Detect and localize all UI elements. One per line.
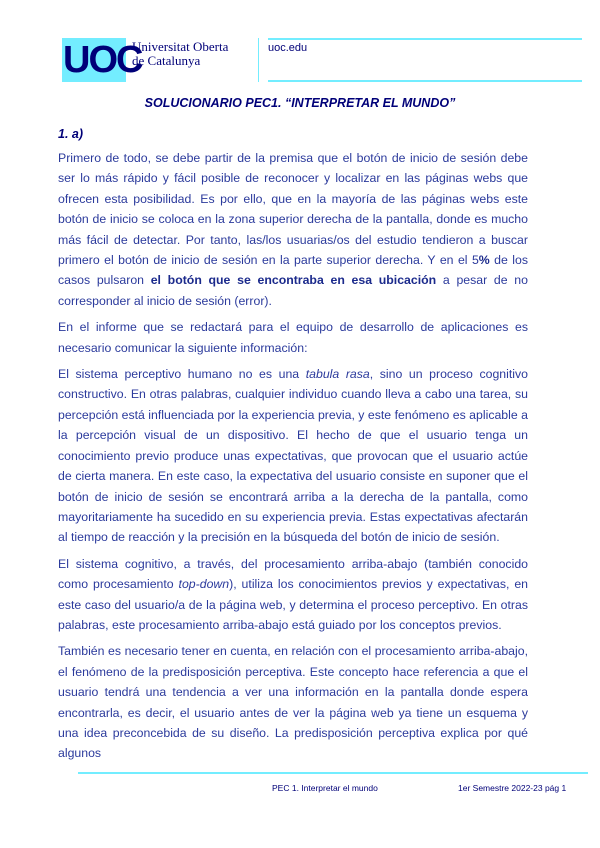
- paragraph-4: [58, 554, 528, 636]
- paragraph-4-italic: top-down: [178, 577, 230, 592]
- footer-page-info: 1er Semestre 2022-23 pág 1: [458, 783, 567, 793]
- page-header: [62, 36, 582, 84]
- university-name-line2: de Catalunya: [132, 53, 201, 68]
- paragraph-3-italic: tabula rasa: [305, 367, 370, 382]
- paragraph-2: En el informe que se redactará para el equipo de desarrollo de aplicaciones es necesario comunicar la siguiente información:: [58, 320, 528, 355]
- paragraph-1-emphasis: el botón que se encontraba en esa ubicación: [150, 273, 437, 288]
- paragraph-1: [58, 148, 528, 311]
- paragraph-3: [58, 364, 528, 548]
- header-rule-bottom: [268, 80, 582, 82]
- paragraph-3-end: , sino un proceso cognitivo constructivo. En otras palabras, cualquier individuo cuando lleva a cabo una tarea, su percepción está influenciada por la experiencia previa, y este fenómeno es aplicable a la percepción visual de un dispositivo. El hecho de que el usuario tenga un conocimiento previo produce unas expectativas, que provocan que el usuario actúe de cierta manera. En este caso, la expectativa del usuario consiste en suponer que el botón de inicio de sesión se encontrará arriba a la derecha de la pantalla, como mayoritariamente ha sucedido en su experiencia previa. Estas expectativas afectarán al tiempo de reacción y la precisión en la búsqueda del botón de inicio de sesión.: [58, 367, 529, 545]
- university-name: [132, 40, 228, 68]
- paragraph-5: También es necesario tener en cuenta, en relación con el procesamiento arriba-abajo, el fenómeno de la predisposición perceptiva. Este concepto hace referencia a que el usuario tendrá una tendencia a ver una información en la pantalla donde espera encontrarla, es decir, el usuario antes de ver la página web ya tiene un esquema y una idea preconcebida de su diseño. La predisposición perceptiva explica por qué algunos: [58, 644, 528, 761]
- paragraph-1-percent: %: [478, 253, 490, 268]
- paragraph-4-end: ), utiliza los conocimientos previos y expectativas, en este caso del usuario/a de la página web, y determina el proceso perceptivo. En otras palabras, este procesamiento arriba-abajo está guiado por los conceptos previos.: [58, 577, 528, 632]
- paragraph-4-text: El sistema cognitivo, a través, del procesamiento arriba-abajo (también conocido como procesamiento: [58, 556, 528, 592]
- footer-document-name: PEC 1. Interpretar el mundo: [272, 783, 378, 793]
- paragraph-1-middle: de los casos pulsaron: [58, 253, 528, 288]
- university-url[interactable]: uoc.edu: [268, 42, 308, 54]
- uoc-logo: [62, 38, 142, 82]
- footer-rule: [78, 772, 588, 774]
- document-body: [58, 148, 528, 770]
- document-title: SOLUCIONARIO PEC1. “INTERPRETAR EL MUNDO”: [144, 96, 456, 110]
- header-separator: [258, 38, 259, 82]
- logo-text: UOC: [63, 39, 142, 81]
- paragraph-3-text: El sistema perceptivo humano no es una: [58, 367, 306, 382]
- paragraph-1-end: a pesar de no corresponder al inicio de sesión (error).: [58, 273, 528, 308]
- university-name-line1: Universitat Oberta: [132, 39, 229, 54]
- header-rule-top: [268, 38, 582, 40]
- section-heading: 1. a): [58, 127, 84, 141]
- paragraph-1-text: Primero de todo, se debe partir de la premisa que el botón de inicio de sesión debe ser lo más rápido y fácil posible de reconocer y localizar en las páginas webs que ofrecen esta posibilidad. Es por ello, que en la mayoría de las páginas webs este botón de inicio se coloca en la zona superior derecha de la pantalla, donde es mucho más fácil de detectar. Por tanto, las/los usuarias/os del estudio tendieron a buscar primero el botón de inicio de sesión en la parte superior derecha. Y en el 5: [58, 151, 528, 268]
